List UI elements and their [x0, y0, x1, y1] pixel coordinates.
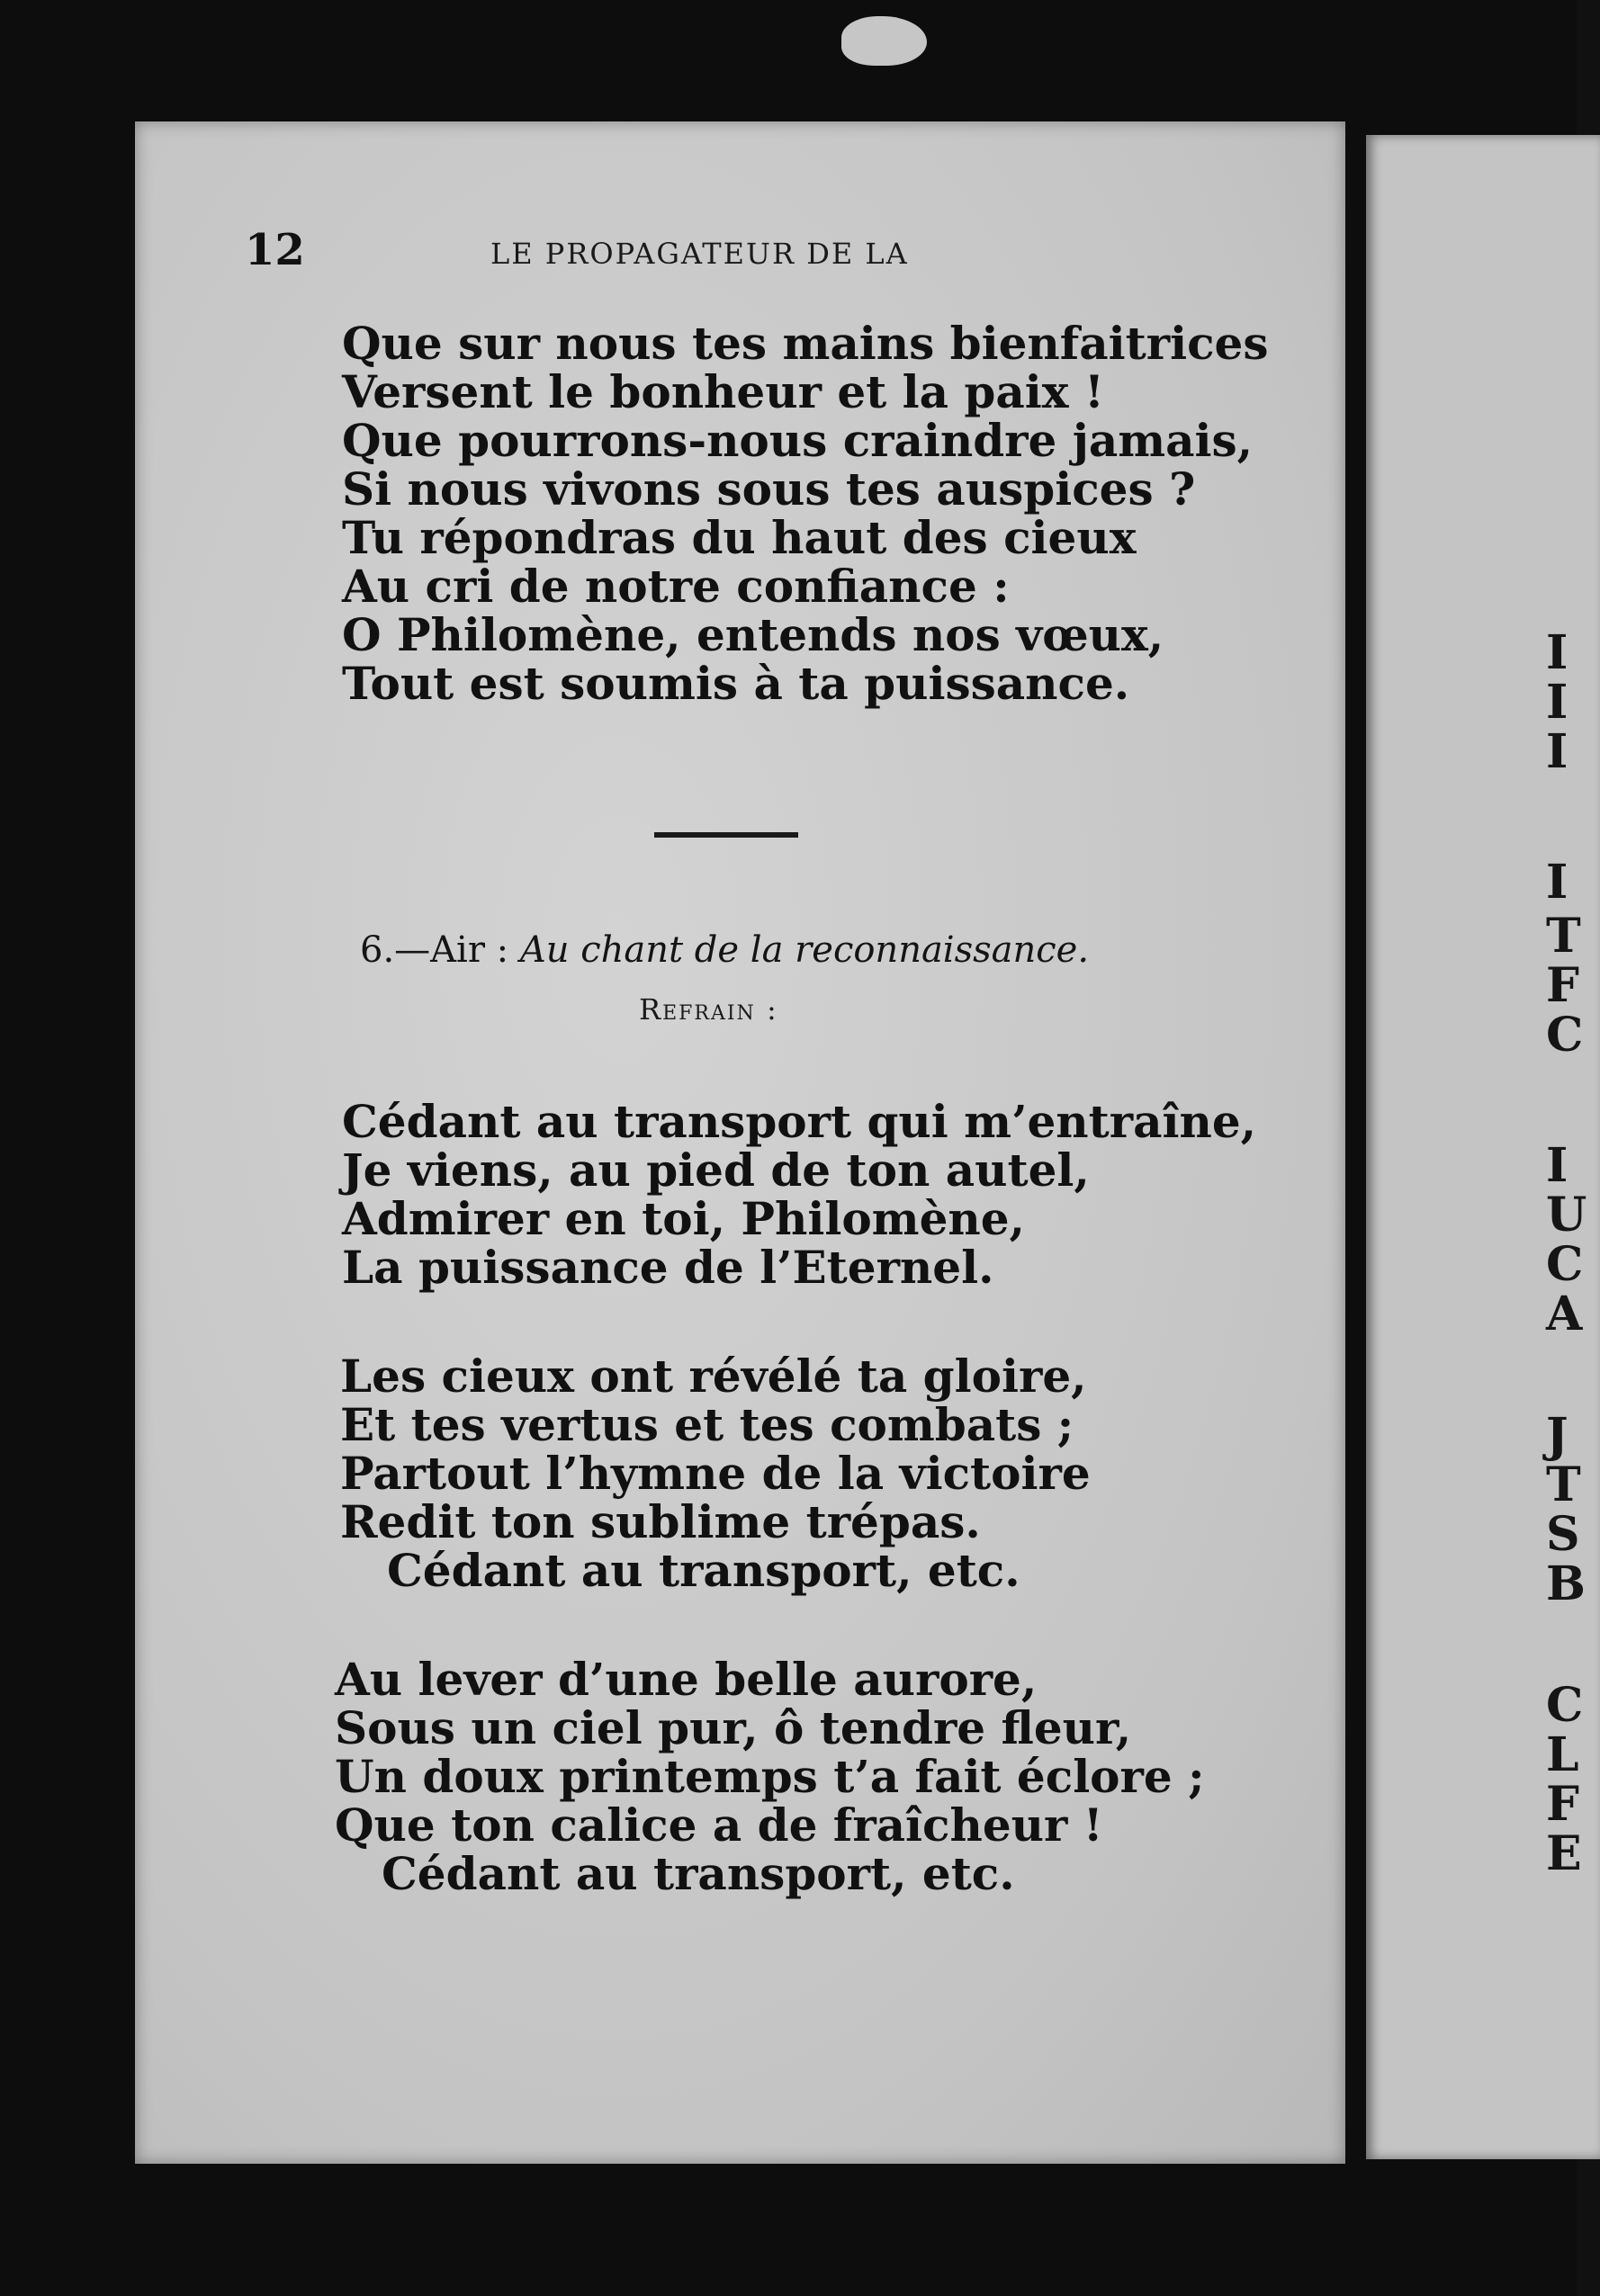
stanza-2	[340, 1352, 1091, 1595]
verse-line: Je viens, au pied de ton autel,	[342, 1144, 1090, 1197]
left-page	[135, 121, 1345, 2164]
refrain	[342, 1095, 1257, 1294]
verse-line: Tu répondras du haut des cieux	[342, 511, 1137, 564]
edge-letter: F	[1546, 1777, 1579, 1832]
edge-letter: E	[1546, 1826, 1582, 1881]
chorus-line: Cédant au transport, etc.	[382, 1847, 1015, 1900]
page-number: 12	[245, 225, 305, 275]
edge-letter: F	[1546, 958, 1579, 1013]
verse-line: Un doux printemps t’a fait éclore ;	[335, 1750, 1205, 1803]
verse-line: Sous un ciel pur, ô tendre fleur,	[335, 1701, 1132, 1754]
verse-line: Que ton calice a de fraîcheur !	[335, 1798, 1103, 1852]
verse-line: Et tes vertus et tes combats ;	[340, 1398, 1074, 1451]
verse-line: Au lever d’une belle aurore,	[335, 1653, 1038, 1706]
verse-line: Versent le bonheur et la paix !	[342, 365, 1104, 418]
edge-letter: A	[1546, 1287, 1583, 1341]
verse-line: O Philomène, entends nos vœux,	[342, 608, 1164, 661]
stanza-3	[335, 1655, 1205, 1898]
verse-line: Les cieux ont révélé ta gloire,	[340, 1350, 1087, 1403]
song-heading	[360, 929, 1089, 971]
song-air-title: Au chant de la reconnaissance.	[519, 929, 1090, 971]
verse-line: Redit ton sublime trépas.	[340, 1495, 981, 1548]
verse-line: Au cri de notre confiance :	[342, 560, 1010, 613]
edge-letter: U	[1546, 1188, 1587, 1242]
edge-letter: I	[1546, 1138, 1569, 1193]
stanza-1	[342, 319, 1269, 708]
edge-letter: C	[1546, 1678, 1584, 1733]
verse-line: La puissance de l’Eternel.	[342, 1241, 994, 1294]
edge-letter: C	[1546, 1008, 1584, 1063]
edge-letter: J	[1546, 1408, 1569, 1463]
chorus-line: Cédant au transport, etc.	[387, 1544, 1020, 1597]
section-divider	[654, 832, 798, 838]
film-smudge	[841, 16, 927, 66]
edge-letter: T	[1546, 1457, 1581, 1512]
edge-letter: B	[1546, 1556, 1586, 1611]
song-number: 6.—Air :	[360, 929, 520, 971]
verse-line: Que sur nous tes mains bienfaitrices	[342, 317, 1269, 370]
edge-letter: S	[1546, 1507, 1580, 1562]
running-head: LE PROPAGATEUR DE LA	[490, 237, 909, 271]
refrain-label: Refrain :	[639, 992, 778, 1027]
edge-letter: T	[1546, 909, 1581, 964]
edge-letter: L	[1546, 1727, 1579, 1782]
edge-letter: C	[1546, 1237, 1584, 1292]
edge-letter: I	[1546, 855, 1569, 910]
verse-line: Admirer en toi, Philomène,	[342, 1192, 1025, 1245]
edge-letter: I	[1546, 724, 1569, 779]
verse-line: Cédant au transport qui m’entraîne,	[342, 1095, 1257, 1148]
verse-line: Si nous vivons sous tes auspices ?	[342, 462, 1196, 516]
verse-line: Que pourrons-nous craindre jamais,	[342, 414, 1254, 467]
verse-line: Partout l’hymne de la victoire	[340, 1447, 1091, 1500]
edge-letter: I	[1546, 625, 1569, 680]
right-page-edge	[1366, 135, 1600, 2159]
verse-line: Tout est soumis à ta puissance.	[342, 657, 1130, 710]
edge-letter: I	[1546, 675, 1569, 730]
